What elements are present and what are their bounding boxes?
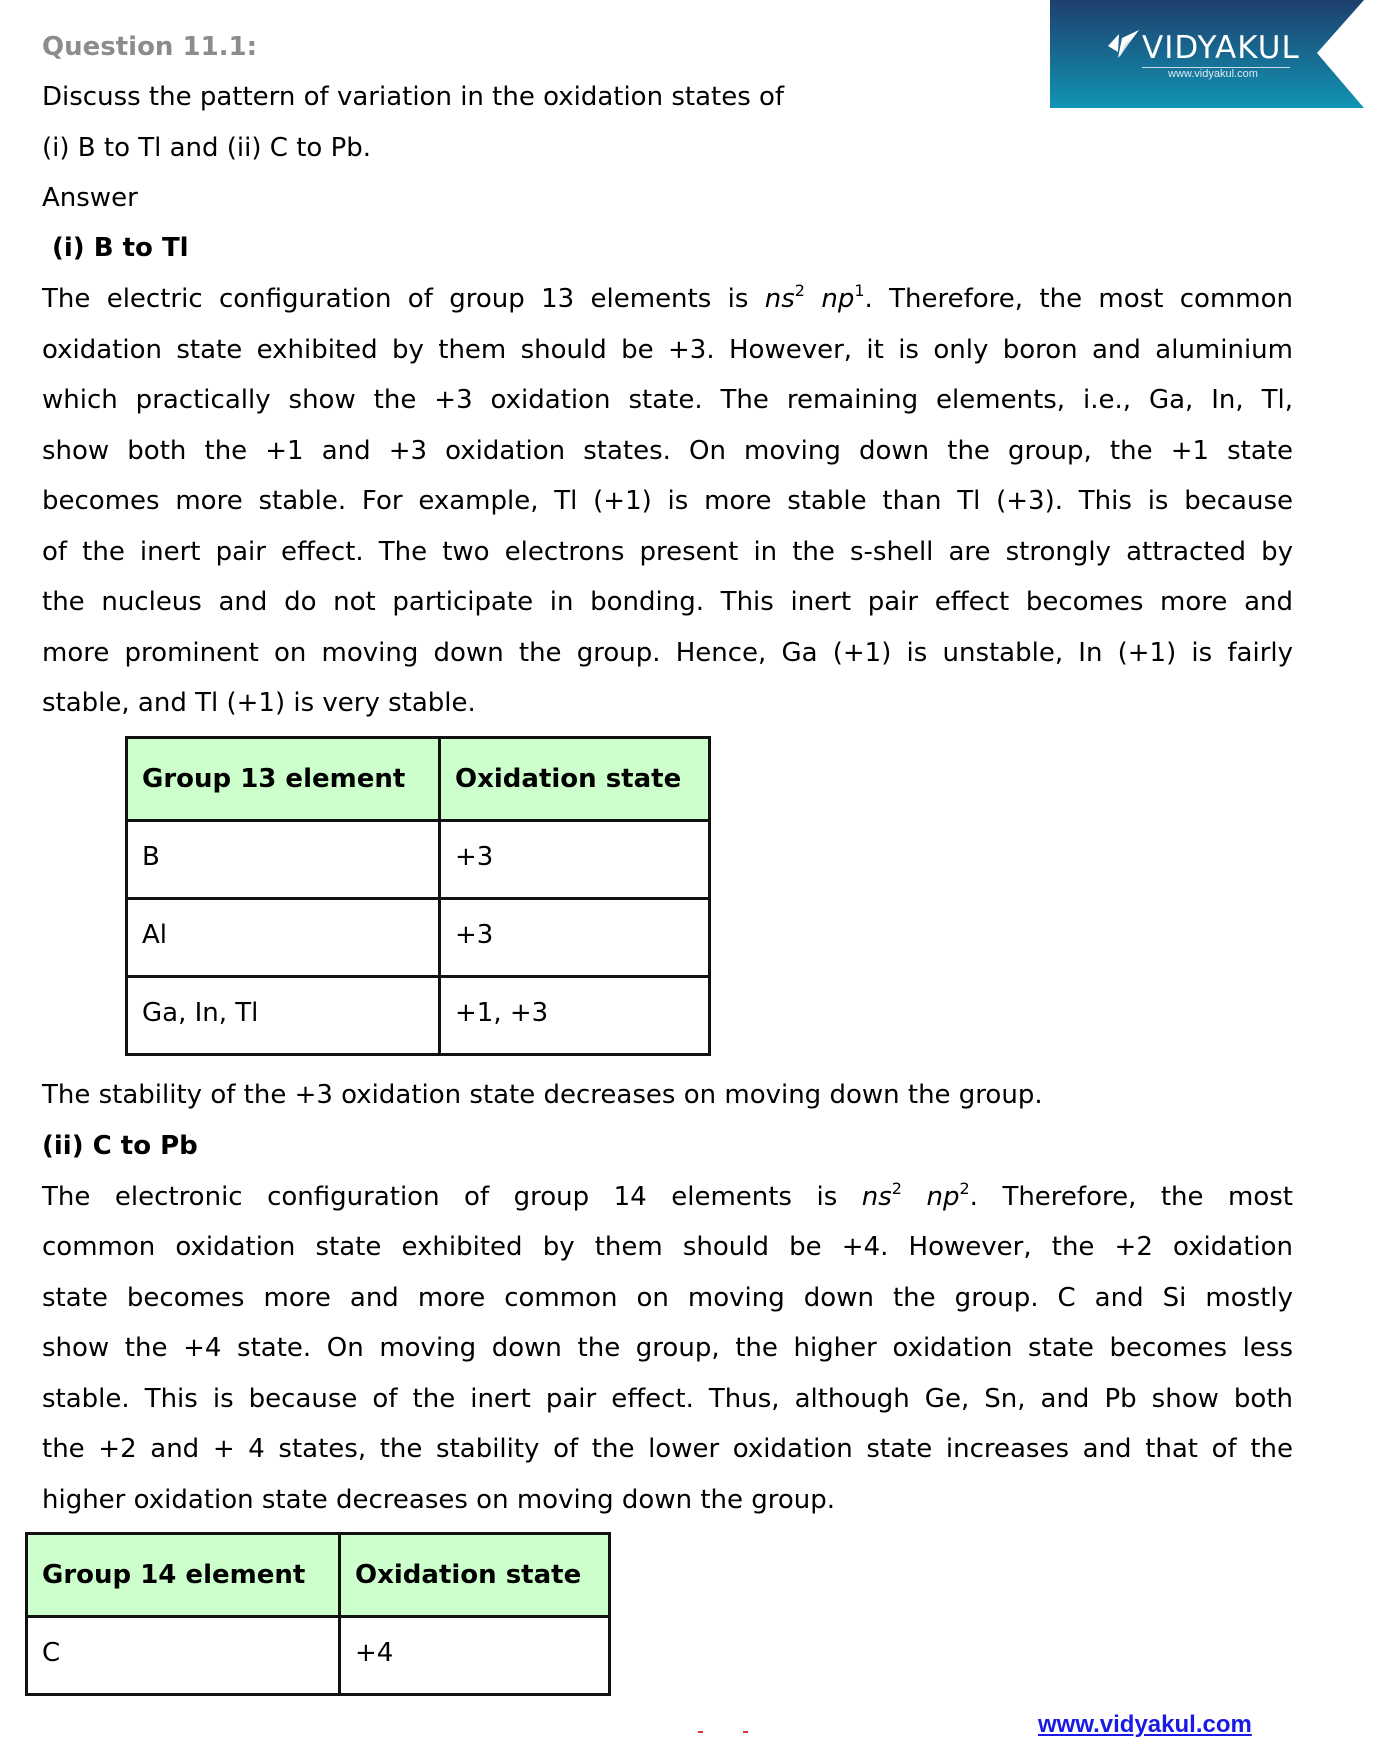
brand-url: www.vidyakul.com — [1168, 68, 1258, 80]
group13-table — [125, 736, 711, 1056]
paragraph-line: the +2 and + 4 states, the stability of the lower oxidation state increases and that of the — [42, 1434, 1293, 1464]
paragraph-line: state becomes more and more common on moving down the group. C and Si mostly — [42, 1283, 1293, 1313]
paragraph-line: becomes more stable. For example, Tl (+1) is more stable than Tl (+3). This is because — [42, 486, 1293, 516]
paragraph-line: show both the +1 and +3 oxidation states. On moving down the group, the +1 state — [42, 436, 1293, 466]
question-line: (i) B to Tl and (ii) C to Pb. — [42, 133, 372, 163]
column-header: Group 14 element — [27, 1534, 340, 1617]
group14-table — [25, 1532, 611, 1696]
paragraph-line: The stability of the +3 oxidation state decreases on moving down the group. — [42, 1080, 1043, 1110]
paragraph-line: which practically show the +3 oxidation state. The remaining elements, i.e., Ga, In, Tl, — [42, 385, 1293, 415]
paragraph-line: higher oxidation state decreases on moving down the group. — [42, 1485, 836, 1515]
question-title: Question 11.1: — [42, 32, 258, 62]
table-row — [127, 977, 710, 1055]
table-row — [127, 899, 710, 977]
formula-np: np — [821, 284, 855, 314]
section-heading: (i) B to Tl — [52, 233, 189, 263]
paragraph-line: stable. This is because of the inert pair effect. Thus, although Ge, Sn, and Pb show both — [42, 1384, 1293, 1414]
paragraph-line — [42, 1180, 1293, 1214]
formula-ns: ns — [861, 1182, 892, 1212]
paragraph-line: common oxidation state exhibited by them should be +4. However, the +2 oxidation — [42, 1232, 1293, 1262]
paragraph-line: of the inert pair effect. The two electrons present in the s-shell are strongly attracted by — [42, 537, 1293, 567]
paragraph-line: more prominent on moving down the group. Hence, Ga (+1) is unstable, In (+1) is fairly — [42, 638, 1293, 668]
column-header: Oxidation state — [440, 738, 710, 821]
text: . Therefore, the most common — [864, 284, 1293, 314]
footer-website-link[interactable]: www.vidyakul.com — [1038, 1711, 1252, 1738]
red-mark — [743, 1731, 748, 1733]
text: . Therefore, the most — [969, 1182, 1293, 1212]
element-cell: C — [27, 1617, 340, 1695]
superscript: 1 — [854, 281, 865, 300]
text: The electronic configuration of group 14 elements is — [42, 1182, 862, 1212]
answer-label: Answer — [42, 183, 138, 213]
paragraph-line: oxidation state exhibited by them should be +3. However, it is only boron and aluminium — [42, 335, 1293, 365]
column-header: Group 13 element — [127, 738, 440, 821]
element-cell: Ga, In, Tl — [127, 977, 440, 1055]
superscript: 2 — [891, 1179, 902, 1198]
section-heading: (ii) C to Pb — [42, 1131, 198, 1161]
oxidation-cell: +1, +3 — [440, 977, 710, 1055]
paragraph-line: stable, and Tl (+1) is very stable. — [42, 688, 476, 718]
paragraph-line: the nucleus and do not participate in bonding. This inert pair effect becomes more and — [42, 587, 1293, 617]
text: The electric configuration of group 13 elements is — [42, 284, 765, 314]
formula-ns: ns — [764, 284, 795, 314]
superscript: 2 — [959, 1179, 970, 1198]
table-row — [27, 1617, 610, 1695]
oxidation-cell: +3 — [440, 821, 710, 899]
brand-name: VIDYAKUL — [1142, 30, 1300, 66]
red-mark — [698, 1731, 703, 1733]
question-line: Discuss the pattern of variation in the oxidation states of — [42, 82, 785, 112]
table-header-row — [27, 1534, 610, 1617]
oxidation-cell: +4 — [340, 1617, 610, 1695]
element-cell: B — [127, 821, 440, 899]
table-header-row — [127, 738, 710, 821]
superscript: 2 — [794, 281, 805, 300]
column-header: Oxidation state — [340, 1534, 610, 1617]
element-cell: Al — [127, 899, 440, 977]
paragraph-line: show the +4 state. On moving down the group, the higher oxidation state becomes less — [42, 1333, 1293, 1363]
oxidation-cell: +3 — [440, 899, 710, 977]
formula-np: np — [926, 1182, 960, 1212]
paragraph-line — [42, 282, 1293, 316]
table-row — [127, 821, 710, 899]
